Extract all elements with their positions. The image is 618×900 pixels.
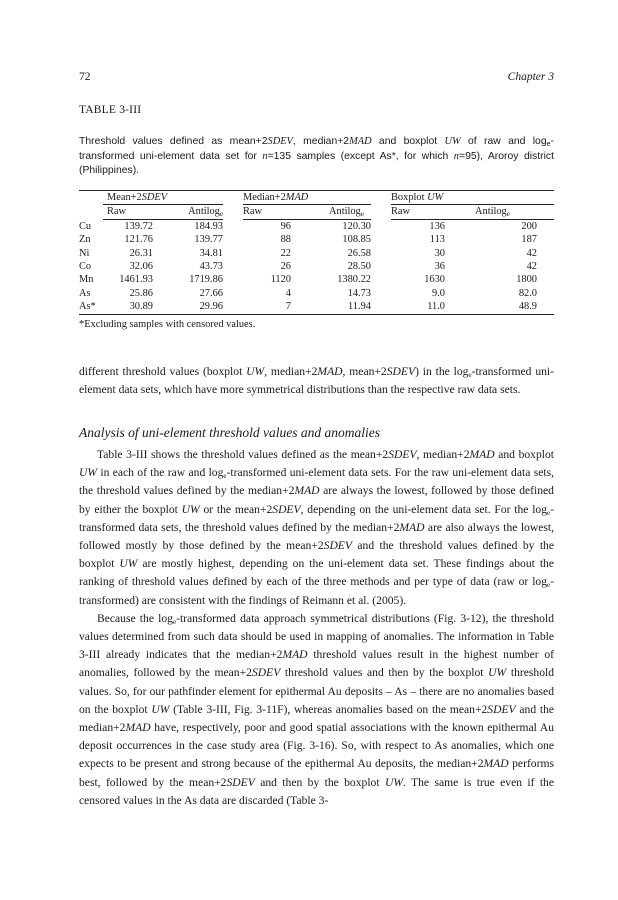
cell-median-antilog: 108.85 <box>342 234 371 246</box>
header-median-mad: Median+2MAD <box>243 191 371 205</box>
cell-mean-raw: 26.31 <box>129 247 153 259</box>
page-number: 72 <box>79 71 91 83</box>
cell-median-antilog: 11.94 <box>291 300 371 314</box>
cell-median-antilog: 1380.22 <box>337 274 371 286</box>
cell-mean-antilog: 184.93 <box>194 220 223 232</box>
threshold-table <box>79 190 554 315</box>
cell-median-raw: 1120 <box>270 274 291 286</box>
element-label: As* <box>79 300 103 314</box>
body-paragraph: Because the $\log_e$-transformed data approach symmetrical distributions (Fig. 3-12), the threshold values determined from such data should be used in mapping of anomalies. The information in Table 3-III already indicates that the median+2MAD threshold values result in the highest number of anomalies, followed by the mean+2SDEV threshold values and then by the boxplot UW threshold values. So, for our pathfinder element for epithermal Au deposits – As – there are no anomalies based on the boxplot UW (Table 3-III, Fig. 3-11F), whereas anomalies based on the mean+2SDEV and the median+2MAD have, respectively, poor and good spatial associations with the known epithermal Au deposit occurrences in the case study area (Fig. 3-16). So, with respect to As anomalies, which one expects to be present and strong because of the epithermal Au deposits, the median+2MAD performs best, followed by the mean+2SDEV and then by the boxplot UW. The same is true even if the censored values in the As data are discarded (Table 3- <box>79 611 555 807</box>
sub-header-raw: Raw <box>103 205 153 219</box>
cell-boxplot-raw: 1630 <box>424 274 445 286</box>
element-label: Ni <box>79 247 90 259</box>
cell-mean-antilog: 139.77 <box>194 234 223 246</box>
element-label: Mn <box>79 274 94 286</box>
body-paragraph: different threshold values (boxplot UW, median+2MAD, mean+2SDEV) in the $\log_e$-transformed uni-element data sets, which have more symmetrical distributions than the respective raw data sets. <box>79 365 554 397</box>
cell-boxplot-antilog: 187 <box>521 234 537 246</box>
table-footnote: *Excluding samples with censored values. <box>79 319 256 330</box>
table-row <box>79 247 554 260</box>
cell-boxplot-raw: 11.0 <box>391 300 445 314</box>
element-label: As <box>79 287 91 299</box>
cell-median-raw: 7 <box>243 300 291 314</box>
header-boxplot-uw: Boxplot UW <box>391 191 554 205</box>
element-label: Co <box>79 261 92 273</box>
cell-mean-raw: 1461.93 <box>119 274 153 286</box>
cell-mean-antilog: 27.66 <box>199 287 223 299</box>
cell-median-raw: 4 <box>285 287 291 299</box>
table-title: TABLE 3-III <box>79 104 142 116</box>
cell-median-raw: 26 <box>280 261 291 273</box>
cell-median-raw: 96 <box>280 220 291 232</box>
section-heading: Analysis of uni-element threshold values and anomalies <box>79 425 380 440</box>
table-row <box>79 287 554 300</box>
cell-mean-raw: 30.89 <box>103 300 153 314</box>
cell-median-antilog: 28.50 <box>347 261 371 273</box>
cell-boxplot-raw: 113 <box>429 234 445 246</box>
sub-header-row <box>79 205 554 219</box>
cell-mean-antilog: 1719.86 <box>189 274 223 286</box>
element-label: Zn <box>79 234 91 246</box>
cell-median-antilog: 14.73 <box>347 287 371 299</box>
cell-median-antilog: 120.30 <box>342 220 371 232</box>
cell-boxplot-antilog: 42 <box>526 247 537 259</box>
body-text-block <box>79 446 554 810</box>
cell-boxplot-raw: 36 <box>434 261 445 273</box>
cell-boxplot-antilog: 200 <box>521 220 537 232</box>
cell-boxplot-antilog: 42 <box>526 261 537 273</box>
element-label: Cu <box>79 220 92 232</box>
sub-header-raw: Raw <box>243 205 291 219</box>
cell-mean-raw: 25.86 <box>129 287 153 299</box>
cell-mean-raw: 121.76 <box>124 234 153 246</box>
cell-boxplot-antilog: 82.0 <box>518 287 537 299</box>
cell-median-raw: 22 <box>280 247 291 259</box>
body-paragraph: Table 3-III shows the threshold values defined as the mean+2SDEV, median+2MAD and boxplot UW in each of the raw and $\log_e$-transformed uni-element data sets. For the raw uni-element data sets, the threshold values defined by the median+2MAD are always the lowest, followed by those defined by either the boxplot UW or the mean+2SDEV, depending on the uni-element data set. For the $\log_e$-transformed data sets, the threshold values defined by the median+2MAD are also always the lowest, followed mostly by those defined by the mean+2SDEV and the threshold values defined by the boxplot UW are mostly highest, depending on the uni-element data set. These findings about the ranking of threshold values defined by each of the three methods and per type of data (raw or $\log_e-transformed$) are consistent with the findings of Reimann et al. (2005). <box>79 448 555 607</box>
table-row <box>79 300 554 314</box>
cell-boxplot-raw: 9.0 <box>432 287 445 299</box>
cell-boxplot-raw: 136 <box>429 220 445 232</box>
table-row <box>79 260 554 273</box>
sub-header-antilog: Antilog$_e$ <box>291 205 371 219</box>
table-row <box>79 233 554 246</box>
cell-median-antilog: 26.58 <box>347 247 371 259</box>
chapter-label: Chapter 3 <box>507 71 554 83</box>
cell-mean-raw: 139.72 <box>124 220 153 232</box>
cell-boxplot-raw: 30 <box>434 247 445 259</box>
table-row <box>79 273 554 286</box>
cell-mean-antilog: 34.81 <box>199 247 223 259</box>
sub-header-antilog: Antilog$_e$ <box>445 205 554 219</box>
table-row <box>79 219 554 233</box>
header-mean-sdev: Mean+2SDEV <box>103 191 223 205</box>
cell-boxplot-antilog: 48.9 <box>445 300 537 314</box>
cell-boxplot-antilog: 1800 <box>516 274 537 286</box>
cell-mean-raw: 32.06 <box>129 261 153 273</box>
cell-mean-antilog: 29.96 <box>153 300 223 314</box>
sub-header-raw: Raw <box>391 205 445 219</box>
cell-mean-antilog: 43.73 <box>199 261 223 273</box>
table-caption: Threshold values defined as mean+2SDEV, median+2MAD and boxplot UW of raw and $\log_e$-transformed uni-element data set for n=135 samples (except As*, for which n=95), Aroroy district (Philippines). <box>79 136 554 176</box>
cell-median-raw: 88 <box>280 234 291 246</box>
sub-header-antilog: Antilog$_e$ <box>153 205 223 219</box>
group-header-row <box>79 191 554 205</box>
